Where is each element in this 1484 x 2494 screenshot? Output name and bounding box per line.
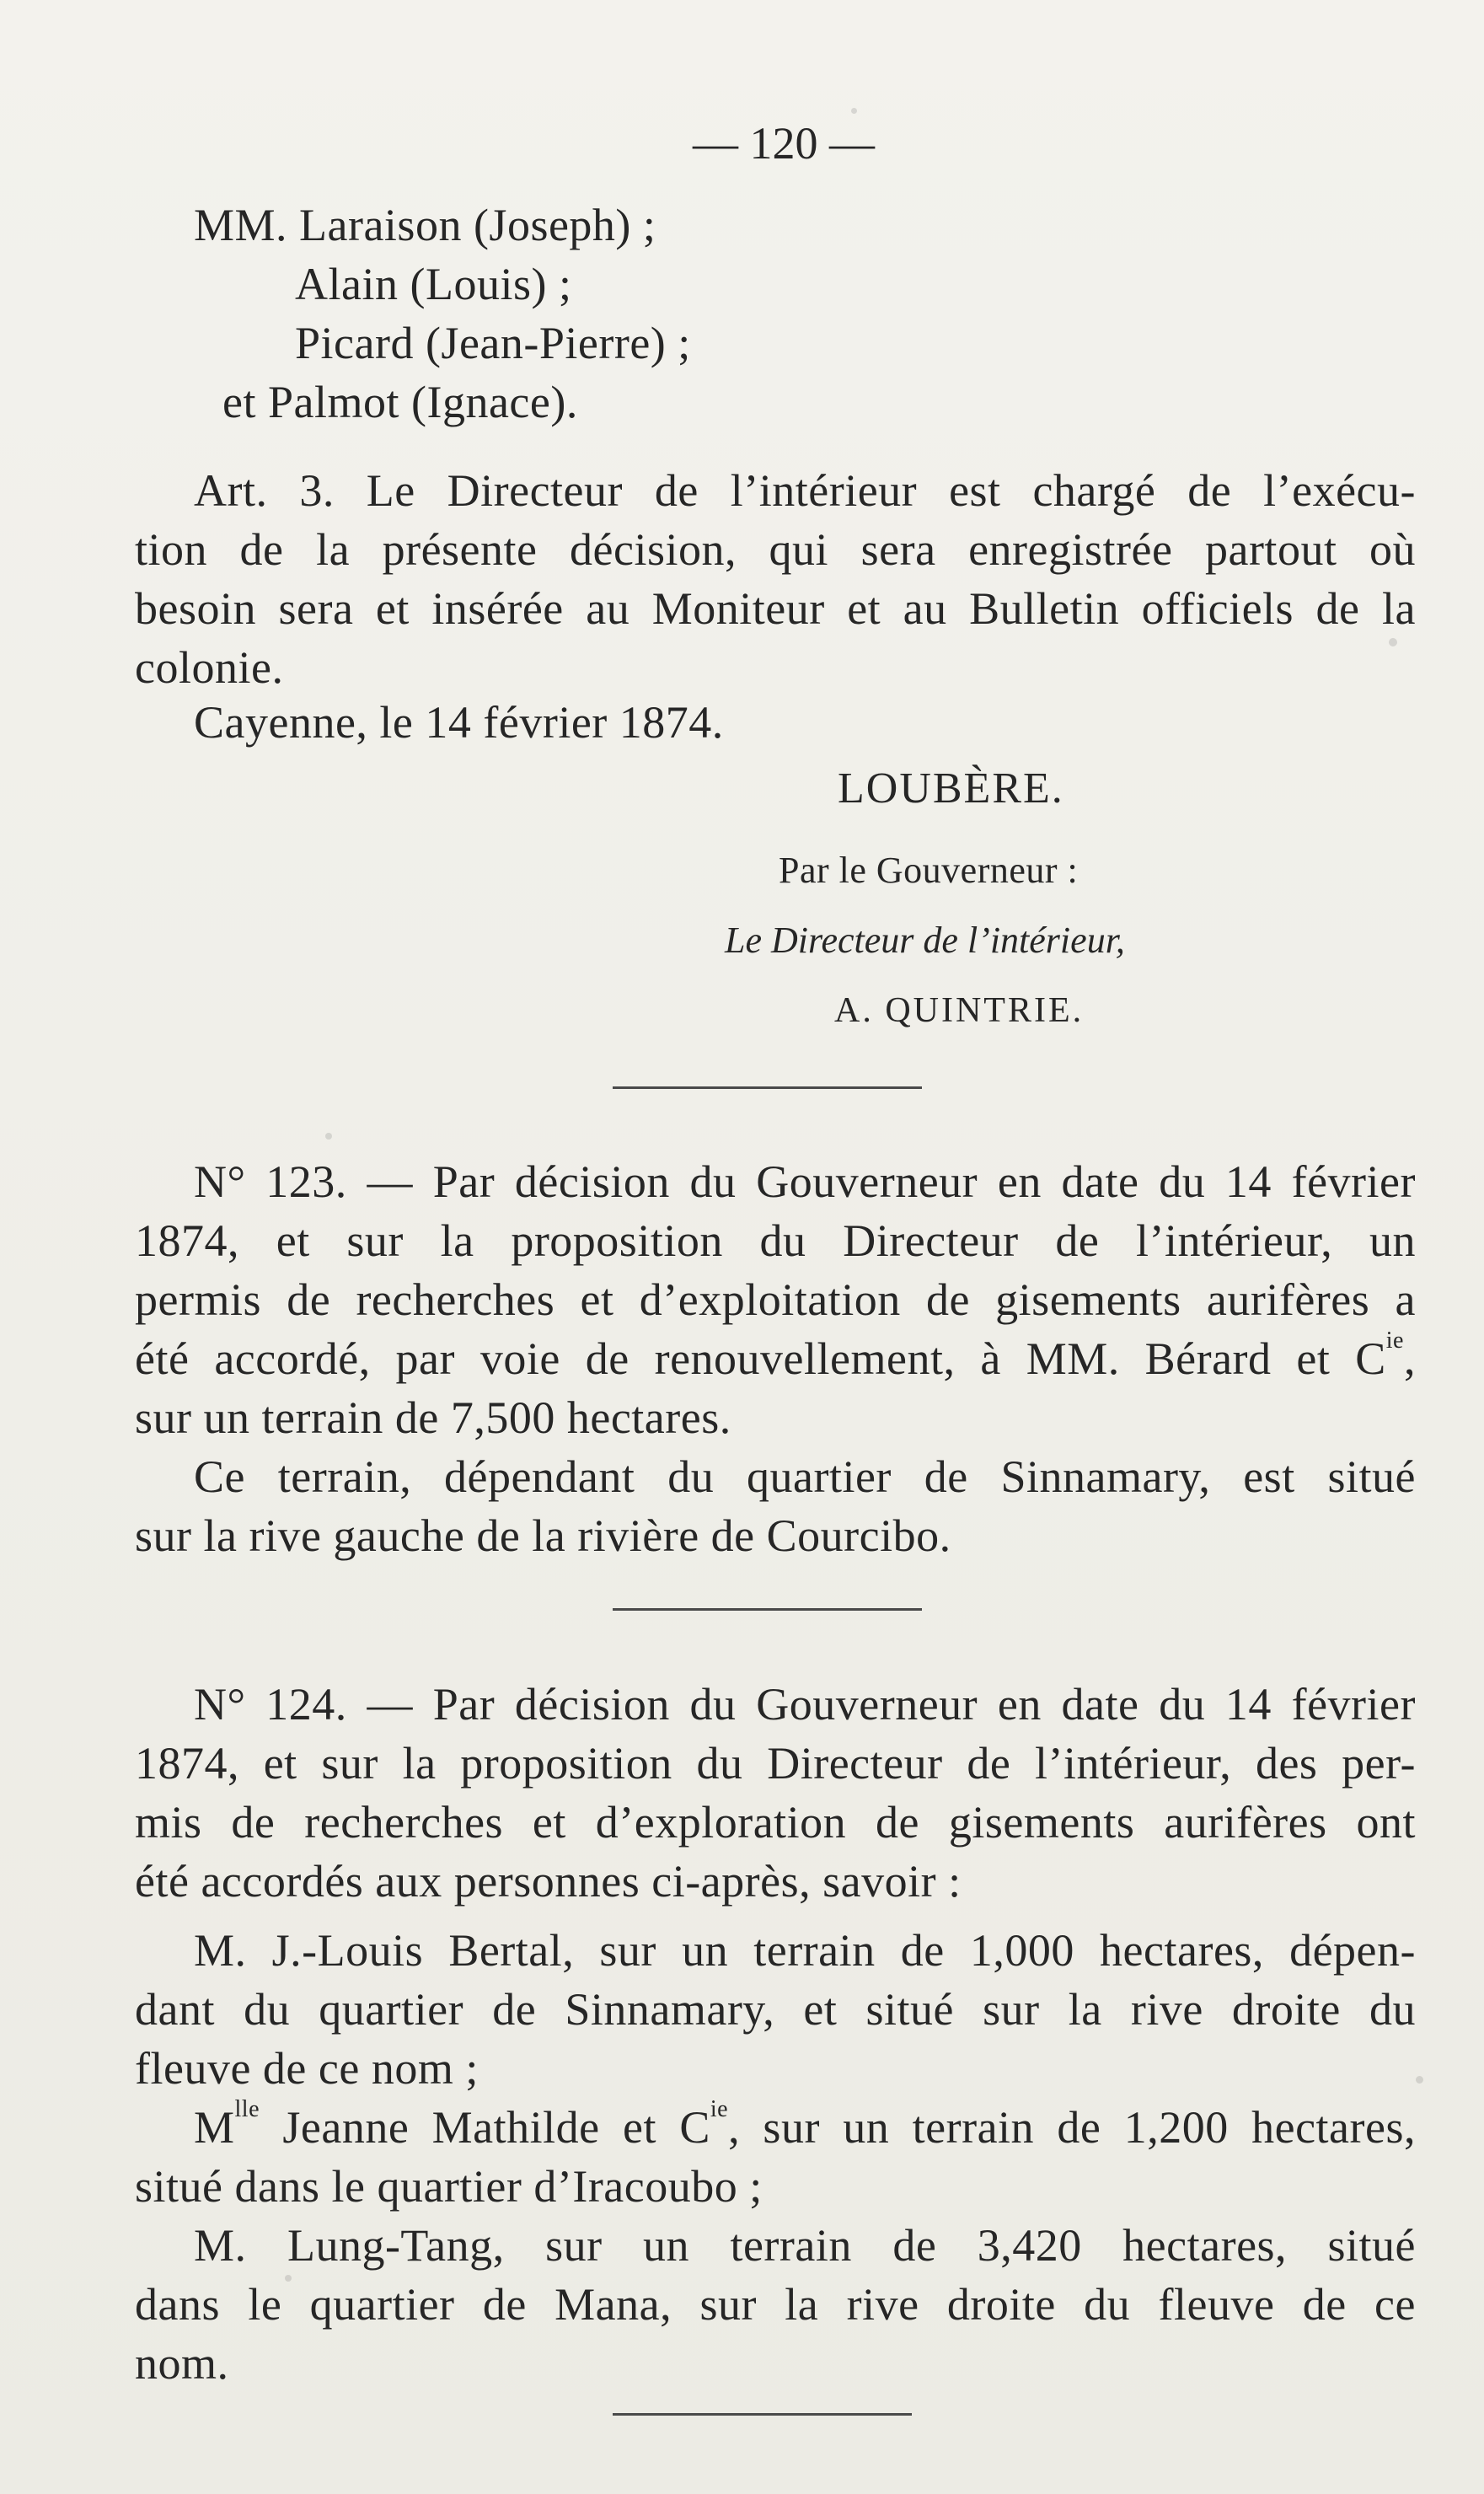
article-3-line-2: tion de la présente décision, qui sera enregistrée partout où [135,524,1416,575]
decision-123-line-4 [135,1327,1416,1386]
company-abbrev-superscript: ie [1385,1327,1404,1354]
decision-124-line-12: nom. [135,2338,229,2389]
decision-124-line-8-start: M [194,2102,235,2153]
mademoiselle-abbrev-superscript: lle [234,2096,260,2122]
place-date: Cayenne, le 14 février 1874. [194,697,724,748]
list-name-1: MM. Laraison (Joseph) ; [194,200,656,250]
article-3-line-4: colonie. [135,642,284,693]
decision-124-line-5: M. J.-Louis Bertal, sur un terrain de 1,000 hectares, dépen- [194,1925,1416,1976]
decision-123-line-3: permis de recherches et d’exploitation de gisements aurifères a [135,1274,1416,1325]
section-divider [613,1608,922,1611]
decision-124-line-4: été accordés aux personnes ci-après, savoir : [135,1856,962,1907]
page-number: — 120 — [693,118,875,169]
decision-124-line-1: N° 124. — Par décision du Gouverneur en date du 14 février [194,1679,1416,1730]
company-abbrev-superscript: ie [710,2096,729,2122]
decision-123-line-7: sur la rive gauche de la rivière de Courcibo. [135,1510,951,1561]
paper-speck [1389,638,1397,646]
director-title: Le Directeur de l’intérieur, [725,920,1125,961]
article-3-line-3: besoin sera et insérée au Moniteur et au Bulletin officiels de la [135,583,1416,634]
decision-124-line-10: M. Lung-Tang, sur un terrain de 3,420 hectares, situé [194,2220,1416,2271]
decision-123-line-4-end: , [1404,1333,1416,1384]
section-divider [613,2413,912,2416]
decision-124-line-8 [194,2096,1416,2154]
decision-124-line-8-end: , sur un terrain de 1,200 hectares, [728,2102,1416,2153]
on-behalf-of-label: Par le Gouverneur : [779,850,1079,891]
decision-123-line-6: Ce terrain, dépendant du quartier de Sinnamary, est situé [194,1451,1416,1502]
paper-speck [851,108,857,114]
decision-124-line-6: dant du quartier de Sinnamary, et situé sur la rive droite du [135,1984,1416,2035]
decision-123-line-1: N° 123. — Par décision du Gouverneur en date du 14 février [194,1156,1416,1207]
decision-124-line-9: situé dans le quartier d’Iracoubo ; [135,2161,763,2212]
article-3-line-1: Art. 3. Le Directeur de l’intérieur est chargé de l’exécu- [194,465,1416,516]
decision-124-line-11: dans le quartier de Mana, sur la rive droite du fleuve de ce [135,2279,1416,2330]
list-name-3: Picard (Jean-Pierre) ; [295,318,691,368]
decision-124-line-3: mis de recherches et d’exploration de gisements aurifères ont [135,1797,1416,1848]
list-name-4: et Palmot (Ignace). [222,377,578,427]
signatory-name: LOUBÈRE. [838,764,1064,813]
decision-123-line-4-text: été accordé, par voie de renouvellement, à MM. Bérard et C [135,1333,1386,1384]
paper-speck [1416,2076,1423,2084]
decision-123-line-5: sur un terrain de 7,500 hectares. [135,1392,731,1443]
decision-123-line-2: 1874, et sur la proposition du Directeur de l’intérieur, un [135,1215,1416,1266]
decision-124-line-2: 1874, et sur la proposition du Directeur de l’intérieur, des per- [135,1738,1416,1789]
section-divider [613,1086,922,1089]
decision-124-line-7: fleuve de ce nom ; [135,2043,479,2094]
paper-speck [325,1133,332,1140]
decision-124-line-8-middle: Jeanne Mathilde et C [260,2102,710,2153]
list-name-2: Alain (Louis) ; [295,259,572,309]
signer-name: A. QUINTRIE. [834,991,1085,1030]
